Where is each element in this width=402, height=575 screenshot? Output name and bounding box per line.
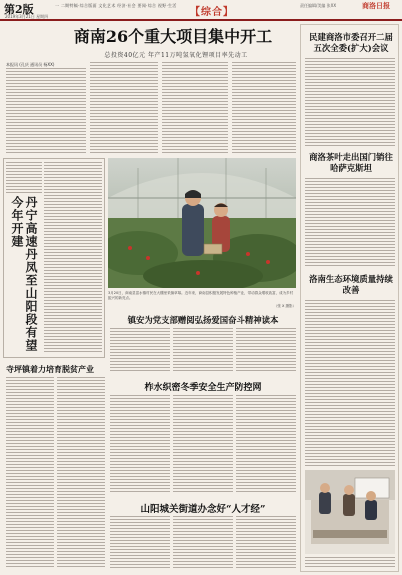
middle-story1-headline: 镇安为党支部赠阅弘扬爱国奋斗精神读本 — [127, 315, 279, 325]
page-header — [0, 0, 402, 22]
left-bottom-text-a — [6, 377, 54, 567]
section-label: 【综合】 — [190, 7, 234, 18]
editor-info: 责任编辑/美编 张XX — [300, 3, 337, 8]
middle-story3-text-a — [110, 516, 170, 570]
strawberry-greenhouse-photo — [108, 158, 296, 288]
lead-subheadline: 总投资40亿元 年产11万吨氢氧化锂项目率先动工 — [104, 52, 248, 59]
middle-story3-text-c — [236, 516, 296, 570]
right-story1-headline: 民建商洛市委召开二届五次全委(扩大)会议 — [309, 32, 393, 53]
photo-caption: 3月20日，商南县富水镇村民在大棚里采摘草莓。近年来，商南县积极发展特色种植产业，带动群众增收致富，成为乡村振兴的新亮点。 — [108, 291, 294, 300]
lead-headline: 商南26个重大项目集中开工 — [73, 27, 273, 46]
right-story2-headline: 商洛茶叶走出国门销往哈萨克斯坦 — [309, 152, 393, 173]
greenhouse-scene-image — [108, 158, 296, 288]
middle-story2-headline: 柞水织密冬季安全生产防控网 — [144, 383, 262, 393]
right-photo-caption-lines — [305, 557, 395, 569]
lead-text-col4 — [232, 62, 296, 154]
left-bottom-text-b — [57, 377, 105, 567]
lead-text-col2 — [90, 62, 158, 154]
newspaper-logo: 商洛日报 — [362, 1, 390, 10]
middle-story1-text-c — [236, 328, 296, 372]
left-bottom-headline: 寺坪镇着力培育脱贫产业 — [6, 364, 94, 374]
page-number: 第2版 — [4, 3, 34, 16]
section-nav: 一 二期特稿·综合版面 文化艺术 经济·社会 要闻·综合 视野·生活 — [55, 3, 177, 8]
lead-byline: 本报讯 (孔庆 通讯员 杨XX) — [6, 62, 55, 67]
middle-story3-text-b — [173, 516, 233, 570]
middle-story2-text-b — [173, 395, 233, 493]
right-story3-text — [305, 300, 395, 466]
page-date: 2019年3月21日 星期四 — [5, 14, 49, 19]
left-vertical-headline: 丹宁高速丹凤至山阳段有望今年开建 — [10, 196, 38, 352]
middle-story2-text-c — [236, 395, 296, 493]
middle-story1-text-a — [110, 328, 170, 372]
office-scene-image — [305, 470, 395, 554]
right-story2-text — [305, 178, 395, 268]
photo-credit: （张 X 摄影） — [273, 304, 296, 308]
right-story3-headline: 洛南生态环境质量持续改善 — [309, 274, 393, 295]
lead-text-col3 — [162, 62, 228, 154]
left-story-intro — [6, 162, 42, 194]
middle-story2-text-a — [110, 395, 170, 493]
left-story-text — [44, 162, 102, 354]
middle-story3-headline: 山阳城关街道办念好“人才经” — [140, 504, 266, 515]
right-story1-text — [305, 58, 395, 146]
right-bottom-photo — [305, 470, 395, 554]
header-rule — [0, 19, 402, 21]
middle-story1-text-b — [173, 328, 233, 372]
lead-text-col1 — [6, 68, 86, 154]
